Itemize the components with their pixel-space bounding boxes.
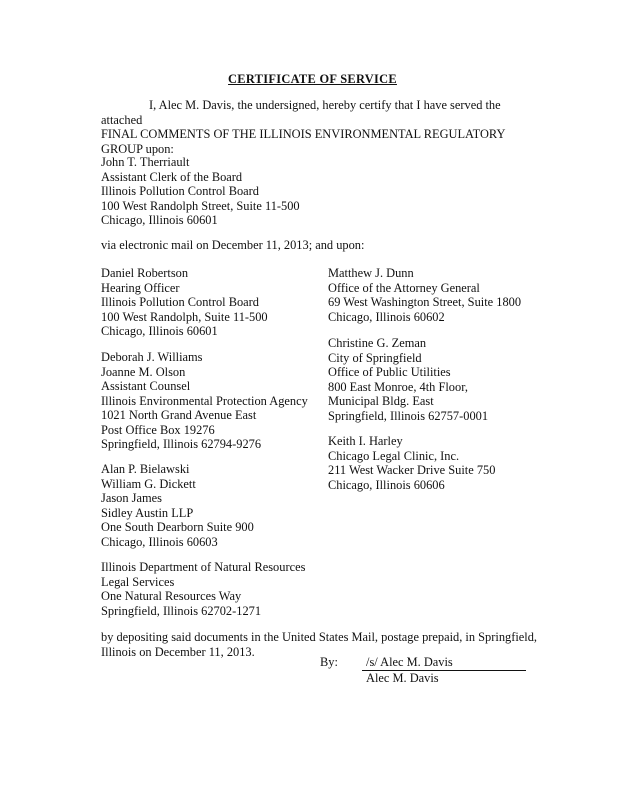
signature-by-label: By: xyxy=(320,655,338,669)
address-line: Chicago, Illinois 60606 xyxy=(328,477,445,492)
recipient-block-therriault xyxy=(101,155,300,228)
address-line: Alan P. Bielawski xyxy=(101,462,190,476)
closing-line: by depositing said documents in the United States Mail, postage prepaid, in Springfield, xyxy=(101,630,538,644)
recipient-block-zeman xyxy=(328,336,488,423)
address-line: 1021 North Grand Avenue East xyxy=(101,408,257,422)
address-line: Springfield, Illinois 62757-0001 xyxy=(328,408,489,423)
signatory-name: Alec M. Davis xyxy=(366,670,439,685)
address-line: Illinois Pollution Control Board xyxy=(101,295,259,309)
address-line: 211 West Wacker Drive Suite 750 xyxy=(328,463,496,477)
address-line: Chicago, Illinois 60602 xyxy=(328,309,445,324)
via-line: via electronic mail on December 11, 2013; and upon: xyxy=(101,238,365,252)
recipient-block-dunn xyxy=(328,266,521,324)
page-title: CERTIFICATE OF SERVICE xyxy=(228,72,397,86)
address-line: Hearing Officer xyxy=(101,280,180,295)
recipient-block-williams xyxy=(101,350,308,452)
address-line: Illinois Department of Natural Resources xyxy=(101,560,306,574)
address-line: Matthew J. Dunn xyxy=(328,266,414,280)
address-line: Joanne M. Olson xyxy=(101,364,186,379)
address-line: Chicago Legal Clinic, Inc. xyxy=(328,448,460,463)
address-line: Assistant Clerk of the Board xyxy=(101,169,243,184)
intro-line: GROUP upon: xyxy=(101,141,174,156)
signature-block xyxy=(320,655,526,685)
recipient-block-robertson xyxy=(101,266,268,339)
address-line: Office of the Attorney General xyxy=(328,280,480,295)
address-line: Springfield, Illinois 62794-9276 xyxy=(101,437,262,451)
address-line: Jason James xyxy=(101,491,162,505)
recipient-block-idnr xyxy=(101,560,305,618)
address-line: One South Dearborn Suite 900 xyxy=(101,520,254,534)
address-line: 100 West Randolph, Suite 11-500 xyxy=(101,309,268,324)
intro-paragraph xyxy=(101,98,541,156)
address-line: Illinois Pollution Control Board xyxy=(101,184,259,198)
address-line: Keith I. Harley xyxy=(328,434,403,448)
address-line: John T. Therriault xyxy=(101,155,190,169)
address-line: Springfield, Illinois 62702-1271 xyxy=(101,603,262,618)
address-line: William G. Dickett xyxy=(101,476,196,491)
intro-line: FINAL COMMENTS OF THE ILLINOIS ENVIRONMENTAL REGULATORY xyxy=(101,127,506,141)
address-line: Post Office Box 19276 xyxy=(101,422,215,437)
address-line: Christine G. Zeman xyxy=(328,336,427,350)
recipient-block-bielawski xyxy=(101,462,254,549)
address-line: Illinois Environmental Protection Agency xyxy=(101,393,308,408)
address-line: Municipal Bldg. East xyxy=(328,394,434,408)
address-line: Sidley Austin LLP xyxy=(101,505,194,520)
recipient-block-harley xyxy=(328,434,495,492)
address-line: 800 East Monroe, 4th Floor, xyxy=(328,379,468,394)
address-line: Assistant Counsel xyxy=(101,379,191,393)
intro-line: I, Alec M. Davis, the undersigned, hereby certify that I have served the attached xyxy=(101,98,501,127)
address-line: 69 West Washington Street, Suite 1800 xyxy=(328,295,522,309)
address-line: Daniel Robertson xyxy=(101,266,189,280)
address-line: City of Springfield xyxy=(328,350,422,365)
address-line: One Natural Resources Way xyxy=(101,589,242,603)
address-line: Chicago, Illinois 60601 xyxy=(101,213,218,227)
closing-line: Illinois on December 11, 2013. xyxy=(101,644,255,659)
address-line: Chicago, Illinois 60601 xyxy=(101,324,218,338)
address-line: Office of Public Utilities xyxy=(328,365,451,379)
address-line: Chicago, Illinois 60603 xyxy=(101,534,218,549)
address-line: 100 West Randolph Street, Suite 11-500 xyxy=(101,198,300,213)
address-line: Legal Services xyxy=(101,574,175,589)
address-line: Deborah J. Williams xyxy=(101,350,203,364)
signature-line: /s/ Alec M. Davis xyxy=(362,655,526,671)
